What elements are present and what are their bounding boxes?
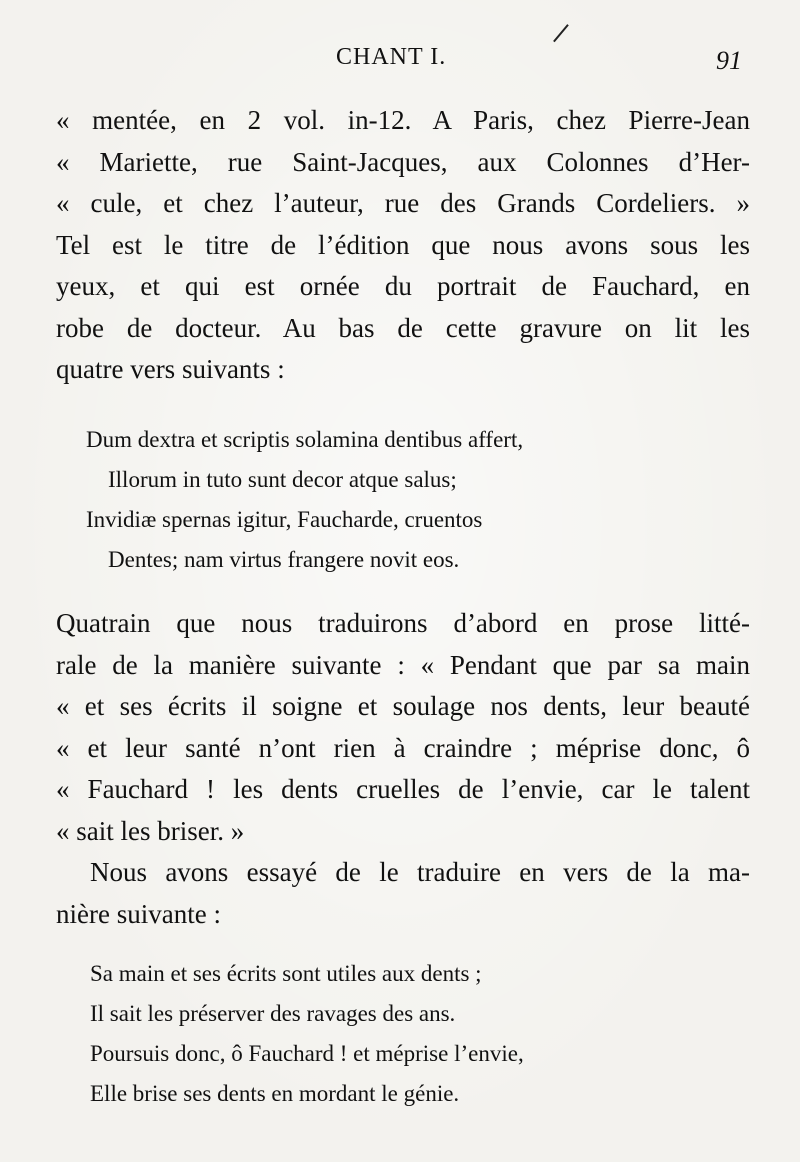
page-number: 91: [716, 46, 742, 75]
verse-line: Il sait les préserver des ravages des ans.: [90, 1001, 456, 1026]
verse-line: Sa main et ses écrits sont utiles aux dents ;: [90, 961, 482, 986]
text-line: robe de docteur. Au bas de cette gravure on lit les: [56, 312, 750, 343]
text-line: « sait les briser. »: [56, 815, 245, 846]
paragraph-title-citation: [56, 100, 750, 391]
text-line: yeux, et qui est ornée du portrait de Fauchard, en: [56, 271, 750, 301]
text-line: « et leur santé n’ont rien à craindre ; méprise donc, ô: [56, 732, 750, 763]
paragraph-prose-translation: [56, 603, 750, 935]
text-line: rale de la manière suivante : « Pendant que par sa main: [56, 649, 750, 680]
text-line: quatre vers suivants :: [56, 354, 285, 384]
verse-line: Elle brise ses dents en mordant le génie.: [90, 1081, 460, 1106]
verse-line: Invidiæ spernas igitur, Faucharde, cruentos: [86, 507, 483, 532]
running-title: CHANT I.: [336, 44, 447, 70]
verse-line: Dum dextra et scriptis solamina dentibus affert,: [86, 427, 524, 452]
scan-mark: [553, 24, 568, 42]
page-header: [0, 44, 800, 80]
text-line: « et ses écrits il soigne et soulage nos dents, leur beauté: [56, 691, 750, 721]
verse-line: Dentes; nam virtus frangere novit eos.: [108, 547, 460, 572]
verse-line: Illorum in tuto sunt decor atque salus;: [108, 467, 457, 492]
text-line: Quatrain que nous traduirons d’abord en prose litté-: [56, 608, 750, 638]
text-line: Nous avons essayé de le traduire en vers de la ma-: [90, 857, 750, 887]
text-line: « cule, et chez l’auteur, rue des Grands Cordeliers. »: [56, 188, 750, 218]
latin-quatrain: [86, 420, 780, 580]
text-line: « Mariette, rue Saint-Jacques, aux Colonnes d’Her-: [56, 146, 750, 177]
text-line: Tel est le titre de l’édition que nous avons sous les: [56, 229, 750, 260]
text-line: nière suivante :: [56, 898, 221, 929]
text-line: « mentée, en 2 vol. in-12. A Paris, chez Pierre-Jean: [56, 105, 750, 135]
french-verse-translation: [90, 954, 784, 1114]
verse-line: Poursuis donc, ô Fauchard ! et méprise l’envie,: [90, 1041, 524, 1066]
text-line: « Fauchard ! les dents cruelles de l’envie, car le talent: [56, 774, 750, 804]
